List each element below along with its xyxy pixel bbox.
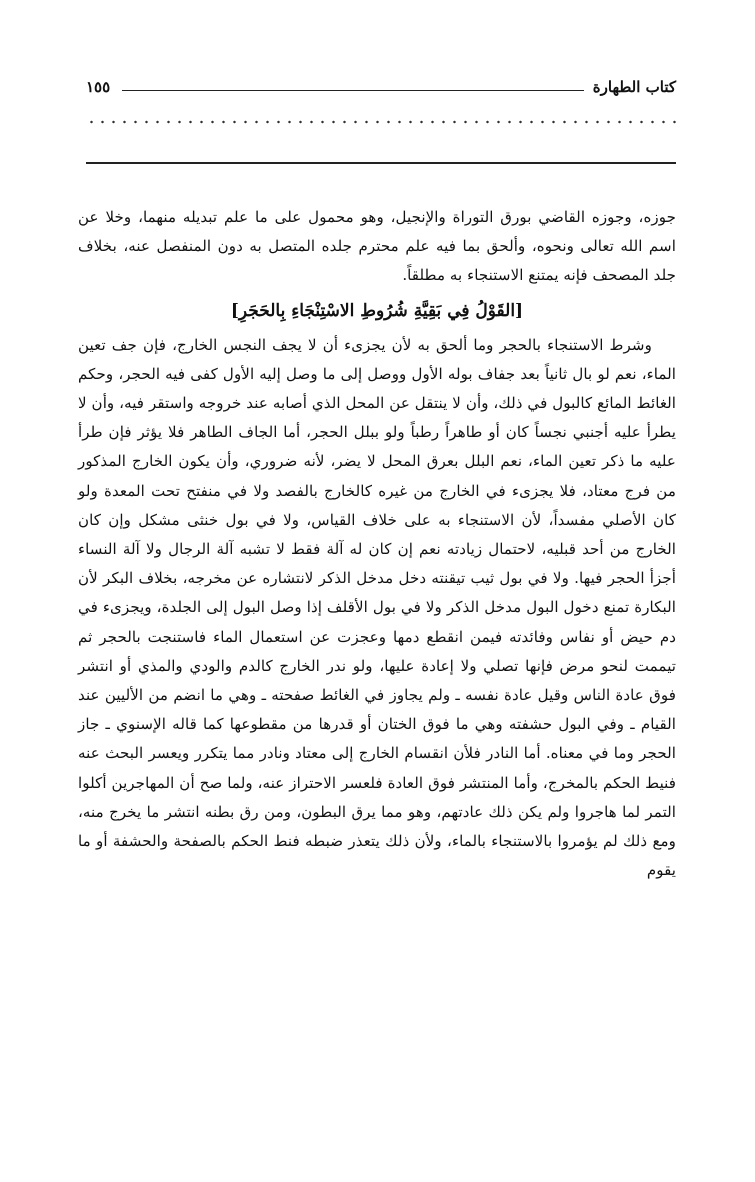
section-rule: [86, 162, 676, 164]
page-header: [86, 78, 676, 102]
paragraph-continuation: جوزه، وجوزه القاضي بورق التوراة والإنجيل، وهو محمول على ما علم تبديله منهما، وخلا عن اسم الله تعالى ونحوه، وألحق بما فيه علم محترم جلده المتصل به دون المنفصل عنه، بخلاف جلد المصحف فإنه يمتنع الاستنجاء به مطلقاً.: [78, 208, 676, 285]
section-heading: [القَوْلُ فِي بَقِيَّةِ شُرُوطِ الاسْتِنْجَاءِ بِالحَجَرِ]: [230, 300, 524, 321]
dotted-separator: [86, 117, 676, 127]
main-text: [78, 203, 676, 885]
running-title: كتاب الطهارة: [592, 78, 676, 96]
paragraph-conditions: وشرط الاستنجاء بالحجر وما ألحق به لأن يجزىء أن لا يجف النجس الخارج، فإن جف تعين الماء، نعم لو بال ثانياً بعد جفاف بوله الأول ووصل إلى ما وصل إليه الأول كفى فيه الحجر، وحكم الغائط المائع كالبول في ذلك، وأن لا ينتقل عن المحل الذي أصابه عند خروجه واستقر فيه، وأن لا يطرأ عليه أجنبي نجساً كان أو طاهراً رطباً ولو ببلل الحجر، أما الجاف الطاهر فلا يؤثر فإن طرأ عليه ما ذكر تعين الماء، نعم البلل بعرق المحل لا يضر، لأنه ضروري، وأن يكون الخارج المذكور من فرج معتاد، فلا يجزىء في الخارج من غيره كالخارج بالفصد ولا في منفتح تحت المعدة ولو كان الأصلي مفسداً، لأن الاستنجاء به على خلاف القياس، ولا في بول خنثى مشكل وإن كان الخارج من أحد قبليه، لاحتمال زيادته نعم إن كان له آلة فقط لا تشبه آلة الرجال ولا آلة النساء أجزأ الحجر فيها. ولا في بول ثيب تيقنته دخل مدخل الذكر لانتشاره عن مخرجه، بخلاف البكر لأن البكارة تمنع دخول البول مدخل الذكر ولا في بول الأقلف إذا وصل البول إلى الجلدة، ويجزىء في دم حيض أو نفاس وفائدته فيمن انقطع دمها وعجزت عن استعمال الماء فاستنجت بالحجر ثم تيممت لنحو مرض فإنها تصلي ولا إعادة عليها، ولو ندر الخارج كالدم والودي والمذي أو انتشر فوق عادة الناس وقيل عادة نفسه ـ ولم يجاوز في الغائط صفحته ـ وهي ما انضم من الأليين عند القيام ـ وفي البول حشفته وهي ما فوق الختان أو قدرها من مقطوعها كما قاله الإسنوي ـ جاز الحجر وما في معناه. أما النادر فلأن انقسام الخارج إلى معتاد ونادر مما يتكرر ويعسر البحث عنه فنيط الحكم بالمخرج، وأما المنتشر فوق العادة فلعسر الاحتراز عنه، ولما صح أن المهاجرين أكلوا التمر لما هاجروا ولم يكن ذلك عادتهم، وهو مما يرق البطون، ومن رق بطنه انتشر ما يخرج منه، ومع ذلك لم يؤمروا بالاستنجاء بالماء، ولأن ذلك يتعذر ضبطه فنط الحكم بالصفحة والحشفة أو ما يقوم: [78, 335, 676, 880]
header-rule: [122, 90, 584, 91]
page-number: ١٥٥: [86, 78, 111, 96]
